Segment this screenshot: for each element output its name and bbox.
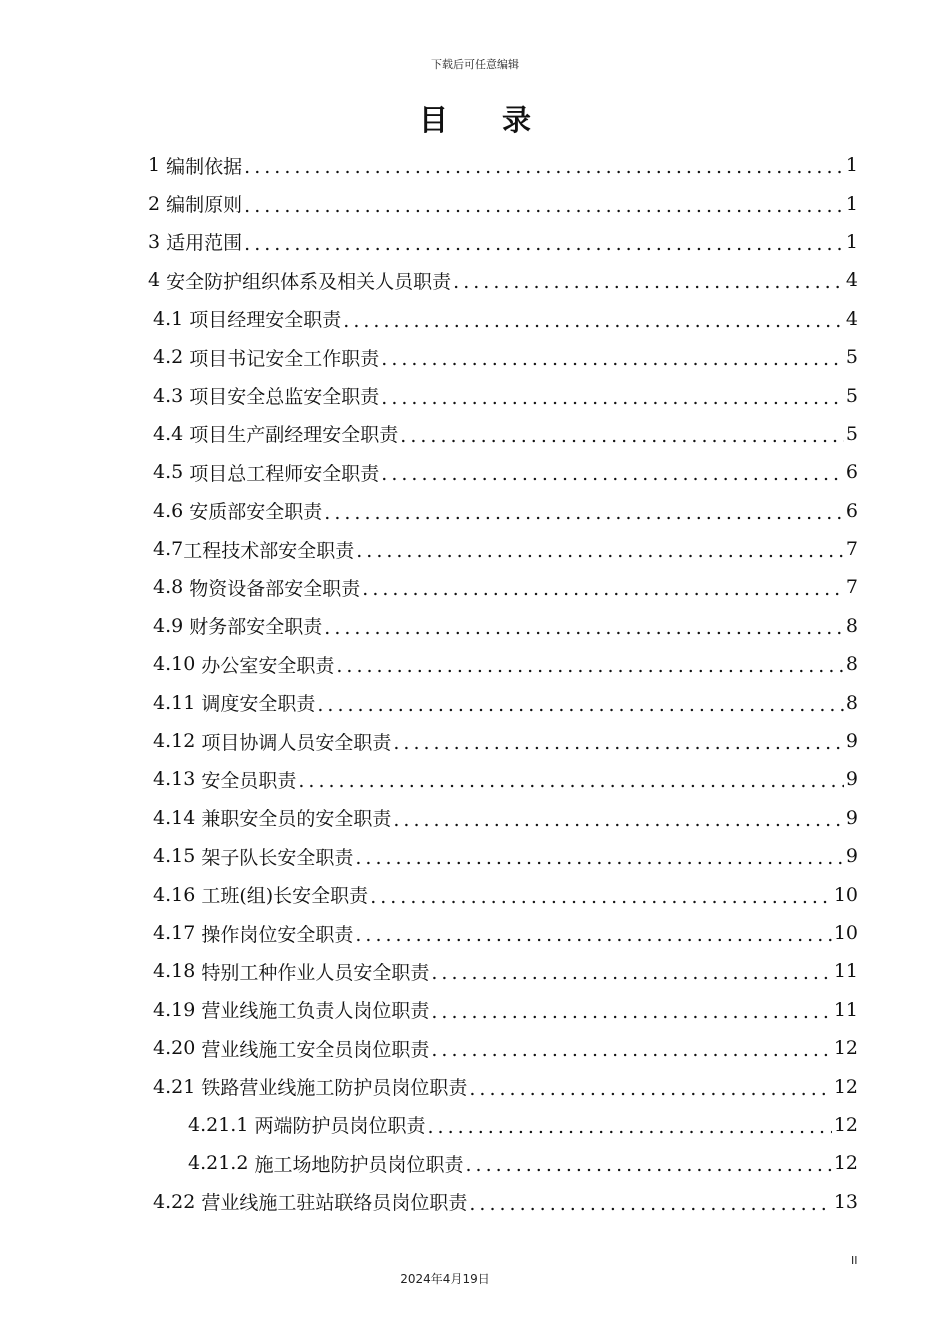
dot-leader [356, 540, 844, 562]
toc-entry-number: 4.17 [153, 922, 196, 944]
footer-date: 2024年4月19日 [400, 1272, 490, 1286]
toc-entry-page: 1 [845, 154, 858, 177]
toc-entry-number: 4.21 [153, 1075, 196, 1098]
toc-entry-page: 8 [845, 691, 858, 714]
toc-entry-number: 4.16 [153, 883, 196, 906]
toc-entry-number: 4.22 [153, 1190, 196, 1213]
toc-entry-page: 9 [845, 768, 858, 791]
toc-title: 目 录 [418, 103, 554, 137]
toc-entry[interactable] [0, 837, 858, 875]
toc-entry[interactable] [0, 415, 858, 453]
toc-entry[interactable] [0, 300, 858, 338]
toc-entry-page: 7 [845, 576, 858, 599]
toc-entry[interactable] [0, 683, 858, 721]
dot-leader [381, 463, 844, 485]
toc-entry-title: 办公室安全职责 [201, 654, 335, 677]
toc-entry[interactable] [0, 146, 858, 184]
toc-entry-title: 物资设备部安全职责 [189, 577, 361, 600]
header-note: 下载后可任意编辑 [431, 58, 519, 71]
dot-leader [324, 502, 844, 524]
toc-entry-page: 10 [833, 883, 858, 906]
page-number: II [851, 1254, 858, 1267]
toc-entry-number: 4.10 [153, 653, 196, 676]
toc-entry-number: 4.14 [153, 806, 196, 829]
toc-entry-page: 4 [845, 269, 858, 292]
dot-leader [244, 195, 844, 217]
toc-entry-page: 10 [833, 922, 858, 944]
toc-entry[interactable] [0, 530, 858, 568]
dot-leader [393, 732, 844, 754]
toc-entry-page: 13 [833, 1190, 858, 1213]
toc-entry-number: 3 [148, 230, 161, 253]
toc-entry-page: 5 [845, 422, 858, 445]
toc-entry[interactable] [0, 607, 858, 645]
toc-entry-page: 8 [845, 614, 858, 637]
toc-entry-title: 特别工种作业人员安全职责 [201, 961, 430, 984]
toc-entry-number: 4.21.1 [188, 1113, 249, 1136]
dot-leader [393, 809, 844, 831]
toc-entry[interactable] [0, 914, 858, 952]
toc-entry[interactable] [0, 645, 858, 683]
toc-entry[interactable] [0, 184, 858, 222]
toc-entry-title: 项目总工程师安全职责 [189, 462, 380, 485]
toc-entry[interactable] [0, 568, 858, 606]
toc-entry[interactable] [0, 952, 858, 990]
toc-entry-title: 编制原则 [166, 194, 243, 217]
toc-entry-number: 4.19 [153, 998, 196, 1021]
dot-leader [428, 1116, 832, 1138]
toc-entry-number: 4.5 [153, 461, 184, 484]
toc-entry-number: 4.3 [153, 384, 184, 407]
dot-leader [343, 310, 844, 332]
toc-entry-title: 工班(组)长安全职责 [201, 885, 369, 908]
toc-entry-number: 4.8 [153, 576, 184, 599]
toc-entry-title: 兼职安全员的安全职责 [201, 808, 392, 831]
toc-entry-title: 安质部安全职责 [189, 501, 323, 524]
toc-entry-page: 12 [833, 1152, 858, 1175]
dot-leader [469, 1078, 831, 1100]
dot-leader [381, 387, 844, 409]
toc-entry-title: 两端防护员岗位职责 [254, 1115, 426, 1138]
toc-entry-title: 操作岗位安全职责 [201, 923, 354, 946]
dot-leader [336, 655, 844, 677]
toc-entry[interactable] [0, 875, 858, 913]
toc-entry-title: 项目安全总监安全职责 [189, 386, 380, 409]
toc-entry-page: 7 [845, 538, 858, 561]
toc-entry-number: 1 [148, 154, 161, 177]
toc-entry[interactable] [0, 799, 858, 837]
toc-entry-number: 4.15 [153, 845, 196, 868]
toc-entry-number: 4.1 [153, 307, 184, 330]
toc-entry-title: 架子队长安全职责 [201, 846, 354, 869]
table-of-contents [0, 146, 950, 1221]
dot-leader [317, 694, 844, 716]
dot-leader [370, 886, 832, 908]
toc-entry-page: 11 [833, 960, 858, 983]
toc-entry-number: 4.7 [153, 538, 184, 561]
dot-leader [355, 924, 831, 946]
toc-entry-title: 项目生产副经理安全职责 [189, 424, 399, 447]
dot-leader [431, 962, 831, 984]
toc-entry[interactable] [0, 1029, 858, 1067]
toc-entry-page: 1 [845, 192, 858, 215]
toc-entry-number: 4.6 [153, 499, 184, 522]
toc-entry-title: 项目经理安全职责 [189, 309, 342, 332]
dot-leader [466, 1154, 832, 1176]
toc-entry-number: 4.12 [153, 730, 196, 753]
toc-entry-number: 4.18 [153, 960, 196, 983]
toc-entry-title: 营业线施工安全员岗位职责 [201, 1038, 430, 1061]
toc-entry-page: 9 [845, 806, 858, 829]
toc-entry-title: 项目协调人员安全职责 [201, 731, 392, 754]
toc-entry-title: 财务部安全职责 [189, 616, 323, 639]
toc-entry-page: 12 [833, 1113, 858, 1136]
toc-entry-number: 4.13 [153, 768, 196, 791]
toc-entry-page: 11 [833, 998, 858, 1021]
toc-entry[interactable] [0, 261, 858, 299]
dot-leader [469, 1193, 831, 1215]
toc-entry-title: 调度安全职责 [201, 693, 316, 716]
toc-entry-page: 6 [845, 499, 858, 522]
toc-entry-page: 1 [845, 230, 858, 253]
toc-entry-page: 5 [845, 346, 858, 369]
toc-entry[interactable] [0, 722, 858, 760]
dot-leader [244, 156, 844, 178]
toc-entry-number: 4.20 [153, 1037, 196, 1060]
toc-entry-page: 12 [833, 1075, 858, 1098]
dot-leader [400, 425, 844, 447]
toc-entry-number: 2 [148, 192, 161, 215]
toc-entry-page: 9 [845, 730, 858, 753]
dot-leader [324, 617, 844, 639]
dot-leader [381, 348, 844, 370]
dot-leader [362, 578, 844, 600]
toc-entry-number: 4 [148, 269, 161, 292]
toc-entry-page: 8 [845, 653, 858, 676]
toc-entry-page: 6 [845, 461, 858, 484]
toc-entry[interactable] [0, 492, 858, 530]
toc-entry[interactable] [0, 223, 858, 261]
toc-entry[interactable] [0, 1067, 858, 1105]
toc-entry-number: 4.11 [153, 691, 196, 714]
toc-entry[interactable] [0, 338, 858, 376]
toc-entry-title: 适用范围 [166, 232, 243, 255]
toc-entry-number: 4.9 [153, 614, 184, 637]
toc-entry[interactable] [0, 991, 858, 1029]
toc-entry-title: 安全防护组织体系及相关人员职责 [166, 270, 452, 293]
dot-leader [431, 1039, 831, 1061]
toc-entry-number: 4.21.2 [188, 1152, 249, 1175]
toc-entry-title: 施工场地防护员岗位职责 [254, 1153, 464, 1176]
dot-leader [453, 271, 844, 293]
toc-entry-title: 安全员职责 [201, 769, 297, 792]
toc-entry[interactable] [0, 453, 858, 491]
toc-entry-number: 4.2 [153, 346, 184, 369]
dot-leader [298, 770, 844, 792]
toc-entry[interactable] [0, 760, 858, 798]
dot-leader [431, 1001, 831, 1023]
toc-entry-page: 5 [845, 384, 858, 407]
toc-entry[interactable] [0, 1183, 858, 1221]
toc-entry-page: 4 [845, 307, 858, 330]
toc-entry-title: 项目书记安全工作职责 [189, 347, 380, 370]
toc-entry-title: 铁路营业线施工防护员岗位职责 [201, 1077, 468, 1100]
toc-entry-number: 4.4 [153, 422, 184, 445]
toc-entry-page: 12 [833, 1037, 858, 1060]
toc-entry-title: 编制依据 [166, 155, 243, 178]
dot-leader [355, 847, 844, 869]
toc-entry-title: 营业线施工驻站联络员岗位职责 [201, 1192, 468, 1215]
toc-entry[interactable] [0, 376, 858, 414]
dot-leader [244, 233, 844, 255]
toc-entry-page: 9 [845, 845, 858, 868]
toc-entry-title: 工程技术部安全职责 [183, 539, 355, 562]
toc-entry[interactable] [0, 1144, 858, 1182]
toc-entry[interactable] [0, 1106, 858, 1144]
toc-entry-title: 营业线施工负责人岗位职责 [201, 1000, 430, 1023]
